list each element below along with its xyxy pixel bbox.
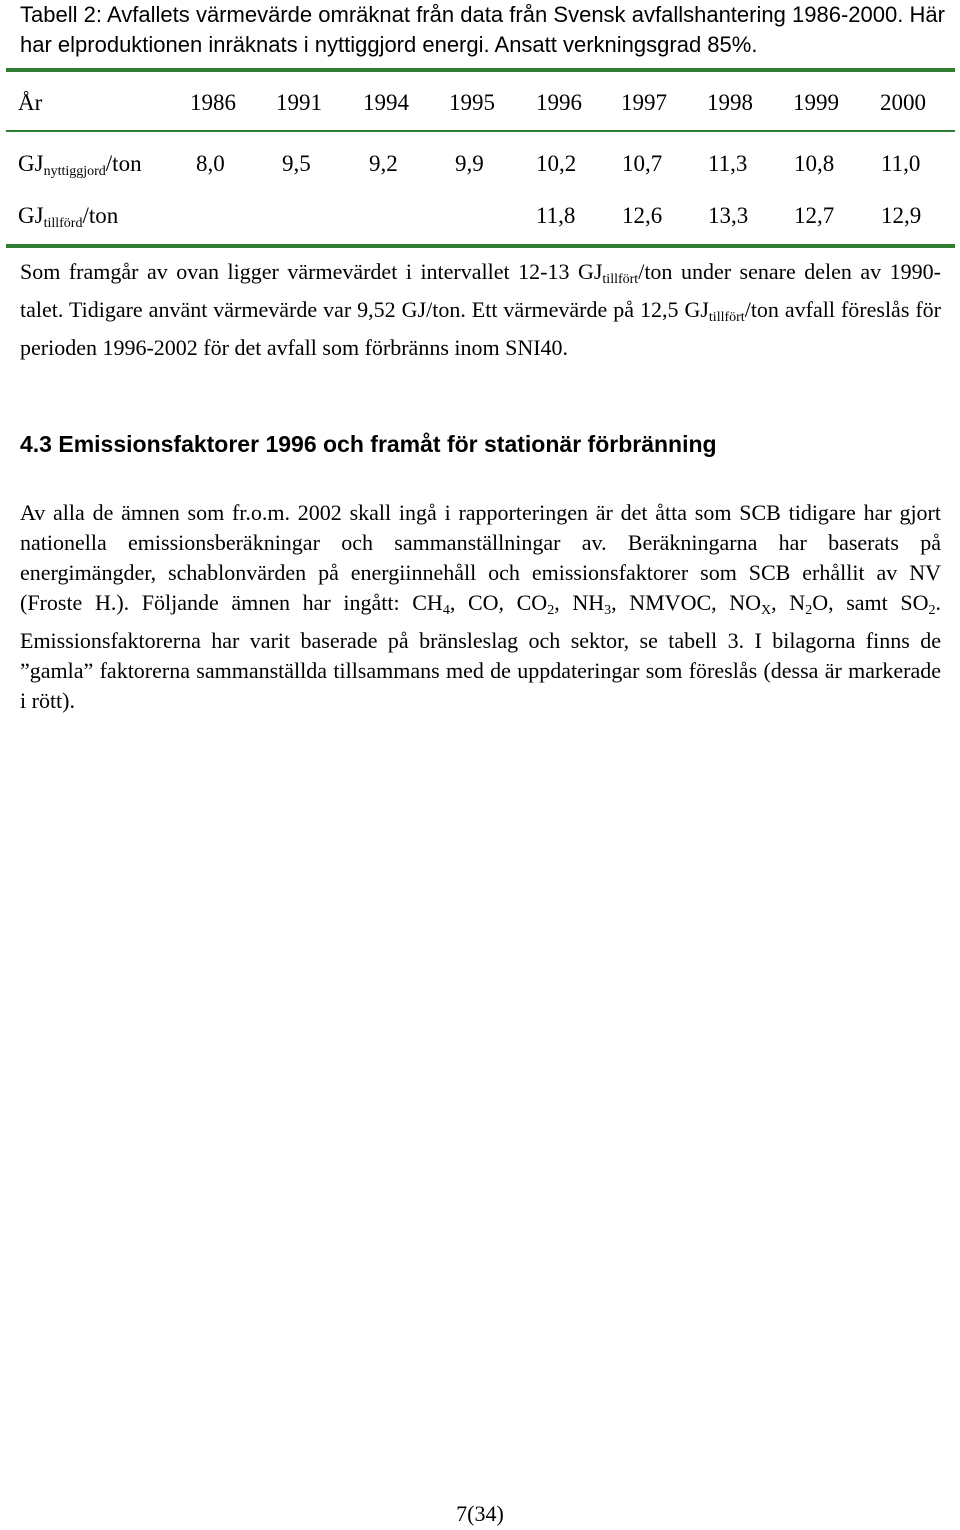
table-header-row: [6, 72, 955, 132]
header-year: 1986: [190, 90, 236, 115]
table-row-nyttiggjord: [6, 132, 955, 188]
table-cell: 9,9: [455, 151, 484, 176]
header-year: 1991: [276, 90, 322, 115]
table-cell: 10,8: [794, 151, 835, 176]
table-cell: 9,5: [282, 151, 311, 176]
body-paragraph-emission-factors: Av alla de ämnen som fr.o.m. 2002 skall ingå i rapporteringen är det åtta som SCB tidigare har gjort nationella emissionsberäkningar och sammanställningar av. Beräkningarna har baserats på energimängder, schablonvärden på energiinnehåll och emissionsfaktorer som SCB erhållit av NV (Froste H.). Följande ämnen har ingått: $CH_4$, CO, $CO_2$, $NH_3$, NMVOC, $NO_X$, $N_2O$, samt $SO_2$. Emissionsfaktorerna har varit baserade på bränsleslag och sektor, se tabell 3. I bilagorna finns de ”gamla” faktorerna sammanställda tillsammans med de uppdateringar som föreslås (dessa är markerade i rött).: [20, 500, 942, 713]
header-year: 1995: [449, 90, 495, 115]
header-year: 1996: [536, 90, 582, 115]
table-cell: 13,3: [708, 203, 749, 228]
table-cell: 8,0: [196, 151, 225, 176]
table-cell: 12,9: [881, 203, 922, 228]
header-year: 1998: [707, 90, 753, 115]
table-cell: 10,2: [536, 151, 577, 176]
table-caption: Tabell 2: Avfallets värmevärde omräknat från data från Svensk avfallshantering 1986-2000. Här har elproduktionen inräknats i nyttiggjord energi. Ansatt verkningsgrad 85%.: [20, 2, 945, 57]
section-heading: 4.3 Emissionsfaktorer 1996 och framåt för stationär förbränning: [20, 431, 717, 457]
row-label: $GJ_{nyttiggjord}$/ton: [18, 151, 142, 179]
row-label: $GJ_{tillförd}$/ton: [18, 203, 119, 231]
table-cell: 11,3: [708, 151, 748, 176]
body-paragraph-heating-value: Som framgår av ovan ligger värmevärdet i intervallet 12-13 $GJ_{tillfört}$/ton under senare delen av 1990-talet. Tidigare använt värmevärde var 9,52 GJ/ton. Ett värmevärde på 12,5 $GJ_{tillfört}$/ton avfall föreslås för perioden 1996-2002 för det avfall som förbränns inom SNI40.: [20, 259, 942, 360]
header-label-year: År: [18, 90, 43, 115]
table-cell: 11,0: [881, 151, 921, 176]
heating-value-table: [6, 68, 955, 248]
header-year: 1994: [363, 90, 409, 115]
table-cell: 10,7: [622, 151, 663, 176]
table-cell: 12,6: [622, 203, 663, 228]
page-number: 7(34): [456, 1501, 504, 1526]
table-cell: 12,7: [794, 203, 835, 228]
header-year: 2000: [880, 90, 926, 115]
table-cell: 11,8: [536, 203, 576, 228]
table-cell: 9,2: [369, 151, 398, 176]
table-row-tillford: [6, 188, 955, 244]
header-year: 1997: [621, 90, 667, 115]
header-year: 1999: [793, 90, 839, 115]
